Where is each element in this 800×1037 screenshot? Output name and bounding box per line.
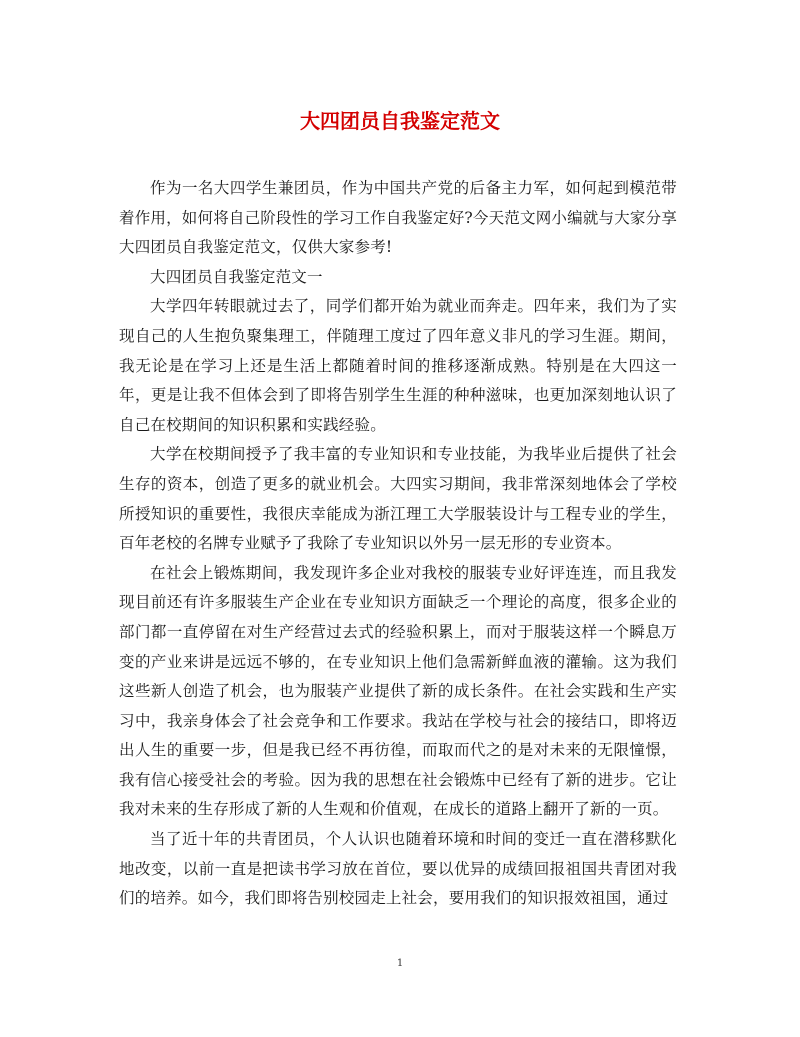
intro-paragraph: 作为一名大四学生兼团员，作为中国共产党的后备主力军，如何起到模范带着作用，如何将自己阶段性的学习工作自我鉴定好?今天范文网小编就与大家分享大四团员自我鉴定范文，仅供大家参考! [119,179,678,257]
body-paragraph: 当了近十年的共青团员，个人认识也随着环境和时间的变迁一直在潜移默化地改变，以前一直是把读书学习放在首位，要以优异的成绩回报祖国共青团对我们的培养。如今，我们即将告别校园走上社会，要用我们的知识报效祖国，通过 [119,830,677,908]
page-number: 1 [396,958,404,969]
body-paragraph: 大学四年转眼就过去了，同学们都开始为就业而奔走。四年来，我们为了实现自己的人生抱负聚集理工，伴随理工度过了四年意义非凡的学习生涯。期间，我无论是在学习上还是生活上都随着时间的推移逐渐成熟。特别是在大四这一年，更是让我不但体会到了即将告别学生生涯的种种滋味，也更加深刻地认识了自己在校期间的知识积累和实践经验。 [119,297,677,434]
body-paragraph: 在社会上锻炼期间，我发现许多企业对我校的服装专业好评连连，而且我发现目前还有许多服装生产企业在专业知识方面缺乏一个理论的高度，很多企业的部门都一直停留在对生产经营过去式的经验积累上，而对于服装这样一个瞬息万变的产业来讲是远远不够的，在专业知识上他们急需新鲜血液的灌输。这为我们这些新人创造了机会，也为服装产业提供了新的成长条件。在社会实践和生产实习中，我亲身体会了社会竞争和工作要求。我站在学校与社会的接结口，即将迈出人生的重要一步，但是我已经不再彷徨，而取而代之的是对未来的无限憧憬，我有信心接受社会的考验。因为我的思想在社会锻炼中已经有了新的进步。它让我对未来的生存形成了新的人生观和价值观，在成长的道路上翻开了新的一页。 [119,563,677,819]
document-title: 大四团员自我鉴定范文 [300,109,500,133]
section-heading: 大四团员自我鉴定范文一 [150,267,323,286]
body-paragraph: 大学在校期间授予了我丰富的专业知识和专业技能，为我毕业后提供了社会生存的资本，创造了更多的就业机会。大四实习期间，我非常深刻地体会了学校所授知识的重要性，我很庆幸能成为浙江理工大学服装设计与工程专业的学生，百年老校的名牌专业赋予了我除了专业知识以外另一层无形的专业资本。 [119,445,677,553]
document-body [119,174,677,914]
